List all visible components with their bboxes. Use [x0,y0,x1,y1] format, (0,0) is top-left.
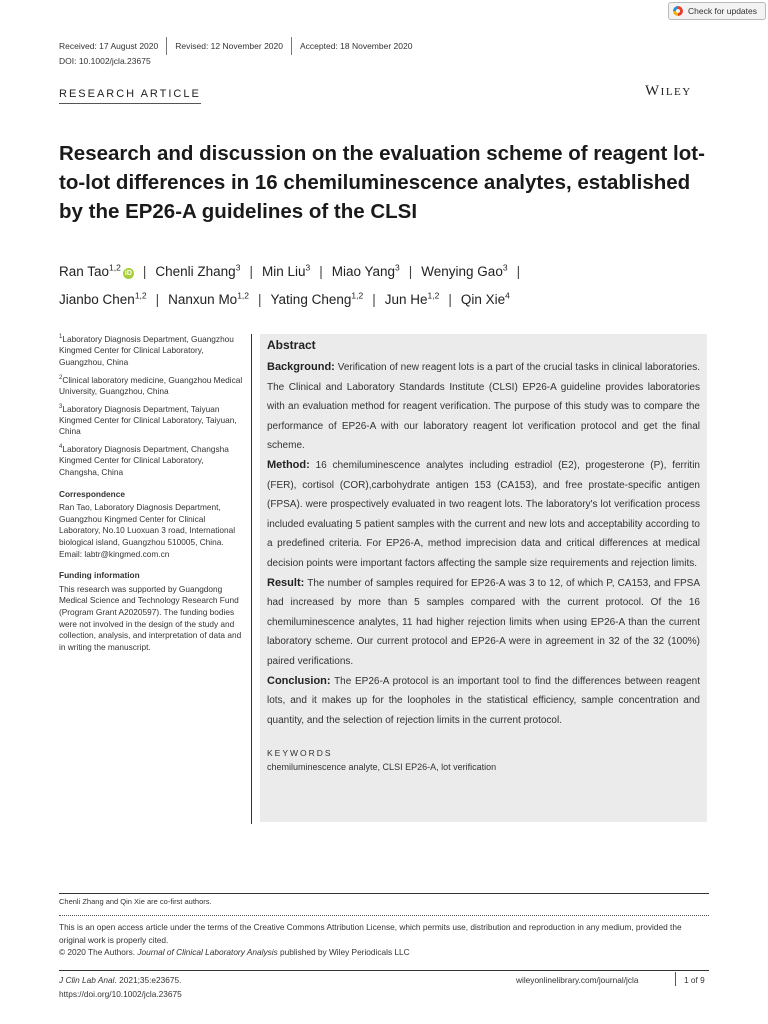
correspondence-email[interactable]: Email: labtr@kingmed.com.cn [59,548,170,559]
check-for-updates-label: Check for updates [688,6,757,16]
keywords: chemiluminescence analyte, CLSI EP26-A, lot verification [267,762,497,773]
author[interactable]: Jun He$^{1,2}$ [384,290,440,307]
affiliation: $^1$Laboratory Diagnosis Department, Guangzhou Kingmed Center for Clinical Laboratory, Guangzhou, China [59,333,234,367]
doi[interactable]: DOI: 10.1002/jcla.23675 [59,56,151,66]
author[interactable]: Wenying Gao$^3$ [421,262,508,279]
funding-text: This research was supported by Guangdong Medical Science and Technology Research Fund (Program Grant A2020597). The funding bodies were not involved in the design of the study and collection, analysis, and interpretation of data and in writing the manuscript. [59,583,242,652]
author[interactable]: Yating Cheng$^{1,2}$ [270,290,364,307]
orcid-icon[interactable]: iD [124,269,132,277]
correspondence-text: Ran Tao, Laboratory Diagnosis Department, Guangzhou Kingmed Center for Clinical Laboratory, No.10 Luoxuan 3 road, International biological island, Guangzhou 510005, China. [59,502,236,547]
check-for-updates-button[interactable] [668,2,766,20]
keywords-heading: KEYWORDS [267,748,333,759]
author[interactable]: Jianbo Chen$^{1,2}$ [59,290,147,307]
revised-date: Revised: 12 November 2020 [175,41,283,51]
doi-link[interactable]: https://doi.org/10.1002/jcla.23675 [59,989,182,999]
affiliation: $^3$Laboratory Diagnosis Department, Taiyuan Kingmed Center for Clinical Laboratory, Taiyuan, China [59,403,237,437]
abstract-result: Result: The number of samples required for EP26-A was 3 to 12, of which P, CA153, and FPSA had increased by more than 5 samples compared with the current protocol. Of the 16 chemiluminescence analytes, 11 had higher rejection limits when using EP26-A than the current laboratory scheme. Our current protocol and EP26-A were in agreement in 32 of the 32 (100%) paired verifications. [267,576,700,667]
left-column [59,332,244,657]
author[interactable]: Miao Yang$^3$ [331,262,400,279]
affiliation: $^2$Clinical laboratory medicine, Guangzhou Medical University, Guangzhou, China [59,374,243,396]
received-date: Received: 17 August 2020 [59,41,159,51]
crossmark-icon [673,6,683,16]
citation: J Clin Lab Anal. 2021;35:e23675. [59,975,182,985]
author[interactable]: Qin Xie$^4$ [460,290,510,307]
author[interactable]: Min Liu$^3$ [261,262,311,279]
author[interactable]: Ran Tao$^{1,2}$iD [59,262,132,279]
publisher-logo: Wiley [645,83,692,99]
journal-site-link[interactable]: wileyonlinelibrary.com/journal/jcla [516,975,639,985]
page-divider [675,972,676,986]
funding-heading: Funding information [59,570,140,581]
license-rule [59,915,709,916]
cofirst-note: Chenli Zhang and Qin Xie are co-first authors. [59,897,212,906]
footer-rule [59,970,709,971]
author[interactable]: Nanxun Mo$^{1,2}$ [168,290,250,307]
article-title: Research and discussion on the evaluation scheme of reagent lot-to-lot differences in 16 chemiluminescence analytes, established by the EP26-A guidelines of the CLSI [59,142,705,223]
footnote-rule [59,893,709,894]
accepted-date: Accepted: 18 November 2020 [299,41,413,51]
abstract-box [260,334,707,822]
license-text: This is an open access article under the terms of the Creative Commons Attribution License, which permits use, distribution and reproduction in any medium, provided the original work is properly cited. © 2020 The Authors. Journal of Clinical Laboratory Analysis published by Wiley Periodicals LLC [59,922,682,957]
author[interactable]: Chenli Zhang$^3$ [155,262,241,279]
abstract-background: Background: Verification of new reagent lots is a part of the crucial tasks in clinical laboratories. The Clinical and Laboratory Standards Institute (CLSI) EP26-A guideline provides laboratories with an evaluation method for reagent verification. The purpose of this study was to compare the performance of EP26-A with our laboratory reagent lot verification protocol and get the final scheme. [267,361,700,452]
article-type: RESEARCH ARTICLE [59,88,201,104]
date-divider [291,37,292,55]
author-list: Ran Tao$^{1,2}$iD | Chenli Zhang$^3$ | Min Liu$^3$ | Miao Yang$^3$ | Wenying Gao$^3$ | Jianbo Chen$^{1,2}$ | Nanxun Mo$^{1,2}$ | Yating Cheng$^{1,2}$ | Jun He$^{1,2}$ | Qin Xie$^4$ [59,262,521,307]
page-number: 1 of 9 [684,975,705,985]
abstract-conclusion: Conclusion: The EP26-A protocol is an important tool to find the differences between reagent lots, and it makes up for the loopholes in the statistical efficiency, sample concentration and quantity, and the selection of rejection limits in the current protocol. [267,674,700,726]
abstract-method: Method: 16 chemiluminescence analytes including estradiol (E2), progesterone (P), ferritin (FER), cortisol (COR),carbohydrate antigen 153 (CA153), and free prostate-specific antigen (FPSA). were prospectively evaluated in two reagent lots. The laboratory's lot verification process included evaluating 5 patient samples with the current and new lots and acceptability according to a predefined criteria. For EP26-A, method imprecision data and critical differences at medical decision points were important factors affecting the sample size requirements and rejection limits. [267,458,700,569]
abstract-heading: Abstract [267,338,316,352]
column-divider [251,334,252,824]
dates-row [59,37,412,55]
affiliation: $^4$Laboratory Diagnosis Department, Changsha Kingmed Center for Clinical Laboratory, Changsha, China [59,443,229,477]
date-divider [166,37,167,55]
correspondence-heading: Correspondence [59,488,125,499]
